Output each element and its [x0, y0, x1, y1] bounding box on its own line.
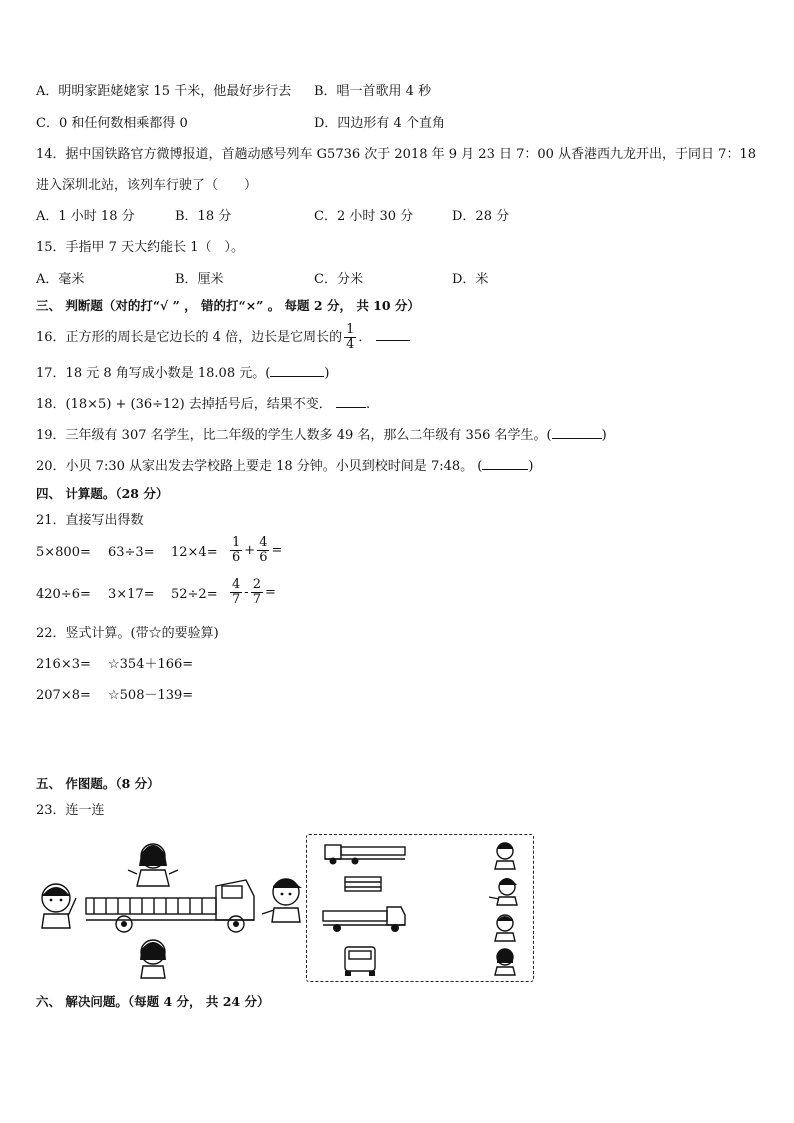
q21-r1-f2-denominator: 6 — [259, 550, 268, 565]
q21-r2c1: 420÷6= — [36, 587, 91, 602]
girl-icon-1 — [495, 843, 515, 869]
section-6-heading: 六、 解决问题。（每题 4 分， 共 24 分） — [36, 994, 270, 1009]
q20-close-paren: ) — [528, 459, 534, 474]
q21-r2-fraction-1 — [230, 578, 242, 607]
q21-r1c2: 63÷3= — [108, 545, 155, 560]
q21-r2c2: 3×17= — [108, 587, 155, 602]
q16-text: 16．正方形的周长是它边长的 4 倍，边长是它周长的 — [36, 330, 343, 345]
q22-r2c1: 207×8= — [36, 688, 91, 703]
truck-front-view — [345, 947, 375, 976]
q19-close-paren: ) — [601, 428, 607, 443]
q14-option-b: B．18 分 — [175, 209, 232, 224]
truck-rear-view — [345, 877, 381, 891]
q21-r2-equals: = — [264, 585, 276, 600]
q15-option-a: A．毫米 — [36, 272, 85, 287]
section-3-heading: 三、 判断题（对的打“√ ” ， 错的打“×” 。 每题 2 分， 共 10 分） — [36, 298, 420, 313]
q23-matching-box — [306, 834, 534, 982]
girl-bottom-figure — [140, 940, 166, 978]
q20-answer-blank[interactable] — [482, 469, 528, 470]
q16-numerator: 1 — [346, 322, 355, 337]
q16-fraction — [344, 323, 356, 352]
q13-option-a: A．明明家距姥姥家 15 千米，他最好步行去 — [36, 84, 292, 99]
boy-cap-icon — [489, 878, 517, 905]
q20 — [36, 459, 533, 475]
q21-r1-f1-numerator: 1 — [232, 535, 241, 550]
q22-r1c2: ☆354＋166= — [108, 657, 194, 672]
q21-r2-fraction-expr — [228, 578, 276, 607]
boy-left-figure — [42, 884, 76, 928]
girl-top-figure — [128, 844, 178, 886]
q19-answer-blank[interactable] — [552, 438, 602, 439]
q21-r1-f2-numerator: 4 — [259, 535, 268, 550]
q21-r1c1: 5×800= — [36, 545, 91, 560]
q21-r2c3: 52÷2= — [171, 587, 218, 602]
q18-text: 18．(18×5) + (36÷12) 去掉括号后，结果不变． — [36, 397, 332, 412]
q23-title: 23．连一连 — [36, 803, 105, 818]
q21-r2-f2-numerator: 2 — [252, 577, 261, 592]
q15-option-d: D．米 — [452, 272, 489, 287]
q13-option-c: C．0 和任何数相乘都得 0 — [36, 116, 188, 131]
q21-r1c3: 12×4= — [171, 545, 218, 560]
q17-close-paren: ) — [324, 366, 330, 381]
truck-illustration — [86, 880, 254, 932]
q16-answer-blank[interactable] — [376, 340, 410, 341]
q21-r1-equals: = — [271, 543, 283, 558]
q22-r1c1: 216×3= — [36, 657, 91, 672]
truck-side-view-1 — [325, 845, 405, 865]
q14-option-a: A．1 小时 18 分 — [36, 209, 135, 224]
q21-r2-f2-denominator: 7 — [252, 592, 261, 607]
q16 — [36, 322, 410, 354]
section-5-heading: 五、 作图题。（8 分） — [36, 776, 160, 791]
q21-r1-operator: + — [244, 543, 256, 558]
q20-text: 20．小贝 7:30 从家出发去学校路上要走 18 分钟。小贝到校时间是 7:48。 ( — [36, 459, 483, 474]
q21-r2-fraction-2 — [251, 578, 263, 607]
q14-option-c: C．2 小时 30 分 — [314, 209, 414, 224]
q14-option-d: D．28 分 — [452, 209, 510, 224]
boy-icon — [495, 915, 515, 941]
q14-stem-line2: 进入深圳北站，该列车行驶了（ ） — [36, 178, 258, 193]
q16-period: ． — [358, 330, 372, 345]
q17 — [36, 366, 329, 382]
boy-right-figure — [262, 879, 302, 922]
q18 — [36, 397, 370, 413]
q21-r1-fraction-2 — [257, 536, 269, 565]
q22-r2c2: ☆508－139= — [108, 688, 194, 703]
q13-option-b: B．唱一首歌用 4 秒 — [314, 84, 432, 99]
q23-views-illustration — [307, 835, 533, 981]
q15-option-c: C．分米 — [314, 272, 363, 287]
q16-denominator: 4 — [346, 337, 355, 352]
q21-r1-f1-denominator: 6 — [232, 550, 241, 565]
q21-r2-operator: - — [244, 585, 249, 600]
q13-option-d: D．四边形有 4 个直角 — [314, 116, 445, 131]
q15-stem: 15．手指甲 7 天大约能长 1（ ）。 — [36, 240, 244, 255]
q15-option-b: B．厘米 — [175, 272, 224, 287]
q22-title: 22．竖式计算。(带☆的要验算) — [36, 626, 219, 641]
q21-r1-fraction-expr — [228, 536, 282, 565]
q17-text: 17．18 元 8 角写成小数是 18.08 元。( — [36, 366, 271, 381]
q21-title: 21．直接写出得数 — [36, 513, 144, 528]
truck-side-view-2 — [323, 907, 405, 932]
q18-answer-blank[interactable] — [336, 407, 366, 408]
section-4-heading: 四、 计算题。（28 分） — [36, 486, 169, 501]
q17-answer-blank[interactable] — [270, 376, 324, 377]
q21-r2-f1-numerator: 4 — [232, 577, 241, 592]
q14-stem-line1: 14．据中国铁路官方微博报道，首趟动感号列车 G5736 次于 2018 年 9 月 23 日 7：00 从香港西九龙开出，于同日 7：18 — [36, 147, 756, 162]
girl-icon-2 — [495, 949, 515, 975]
q21-r1-fraction-1 — [230, 536, 242, 565]
q19 — [36, 428, 607, 444]
q19-text: 19．三年级有 307 名学生，比二年级的学生人数多 49 名，那么二年级有 356 名学生。( — [36, 428, 552, 443]
q21-r2-f1-denominator: 7 — [232, 592, 241, 607]
q23-scene-illustration — [36, 836, 306, 980]
q18-period: . — [365, 397, 371, 412]
